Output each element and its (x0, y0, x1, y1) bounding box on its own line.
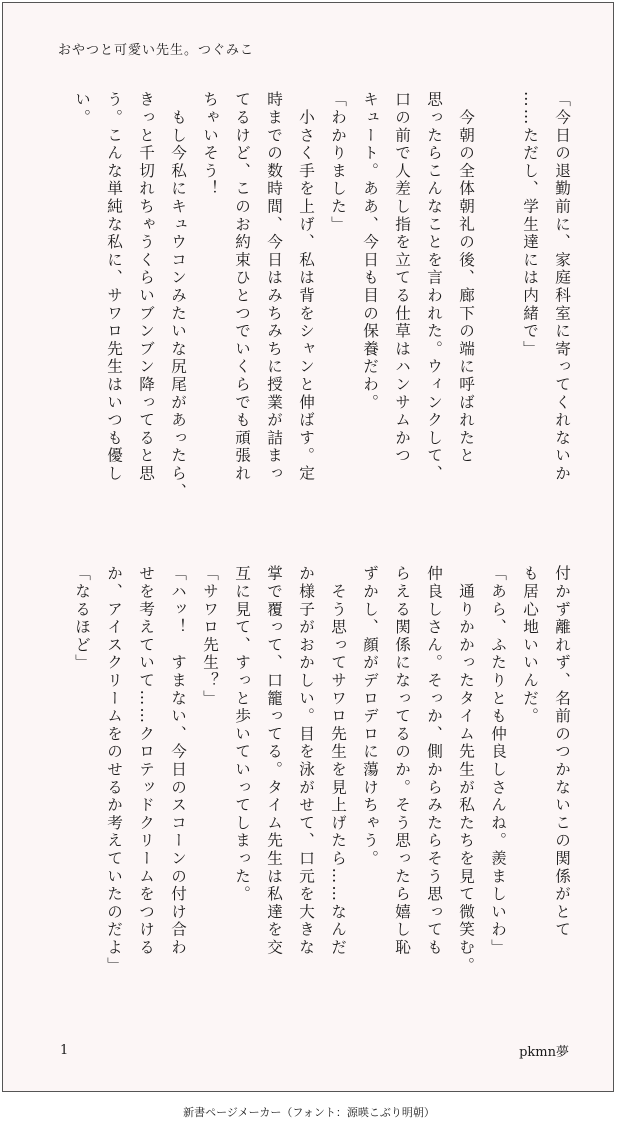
credit-line: 新書ページメーカー（フォント：源暎こぶり明朝） (183, 1106, 435, 1119)
page-title: おやつと可愛い先生。つぐみこ (58, 43, 255, 58)
upper-text-block: 「今日の退勤前に、家庭科室に寄ってくれないか ……ただし、学生達には内緒で」 今朝の全体朝礼の後、廊下の端に呼ばれたと 思ったらこんなことを言われた。ウィンクして、 口の前で人差し指を立てる仕草はハンサムかつ キュート。ああ、今日も目の保養だわ。 「わかりました」 小さく手を上げ、私は背をシャンと伸ばす。定 時までの数時間、今日はみちみちに授業が詰まっ てるけど、このお約束ひとつでいくらでも頑張れ ちゃいそう！ もし今私にキュウコンみたいな尻尾があったら、 きっと千切れちゃうくらいブンブン降ってると思 う。こんな単純な私に、サワロ先生はいつも優し い。 (73, 91, 571, 501)
lower-text-block: 付かず離れず、名前のつかないこの関係がとて も居心地いいんだ。 「あら、ふたりとも仲良しさんね。羨ましいわ」 通りかかったタイム先生が私たちを見て微笑む。 仲良しさん。そっか、側からみたらそう思っても らえる関係になってるのか。そう思ったら嬉し恥 ずかし、顔がデロデロに蕩けちゃう。 そう思ってサワロ先生を見上げたら……なんだ か様子がおかしい。目を泳がせて、口元を大きな 掌で覆って、口籠ってる。タイム先生は私達を交 互に見て、すっと歩いていってしまった。 「サワロ先生？」 「ハッ！ すまない、今日のスコーンの付け合わ せを考えていて……クロテッドクリームをつける か、アイスクリームをのせるか考えていたのだよ」 「なるほど」 (73, 565, 571, 975)
author-tag: pkmn夢 (519, 1045, 569, 1060)
page-number: 1 (60, 1043, 69, 1058)
novel-page (2, 2, 614, 1092)
